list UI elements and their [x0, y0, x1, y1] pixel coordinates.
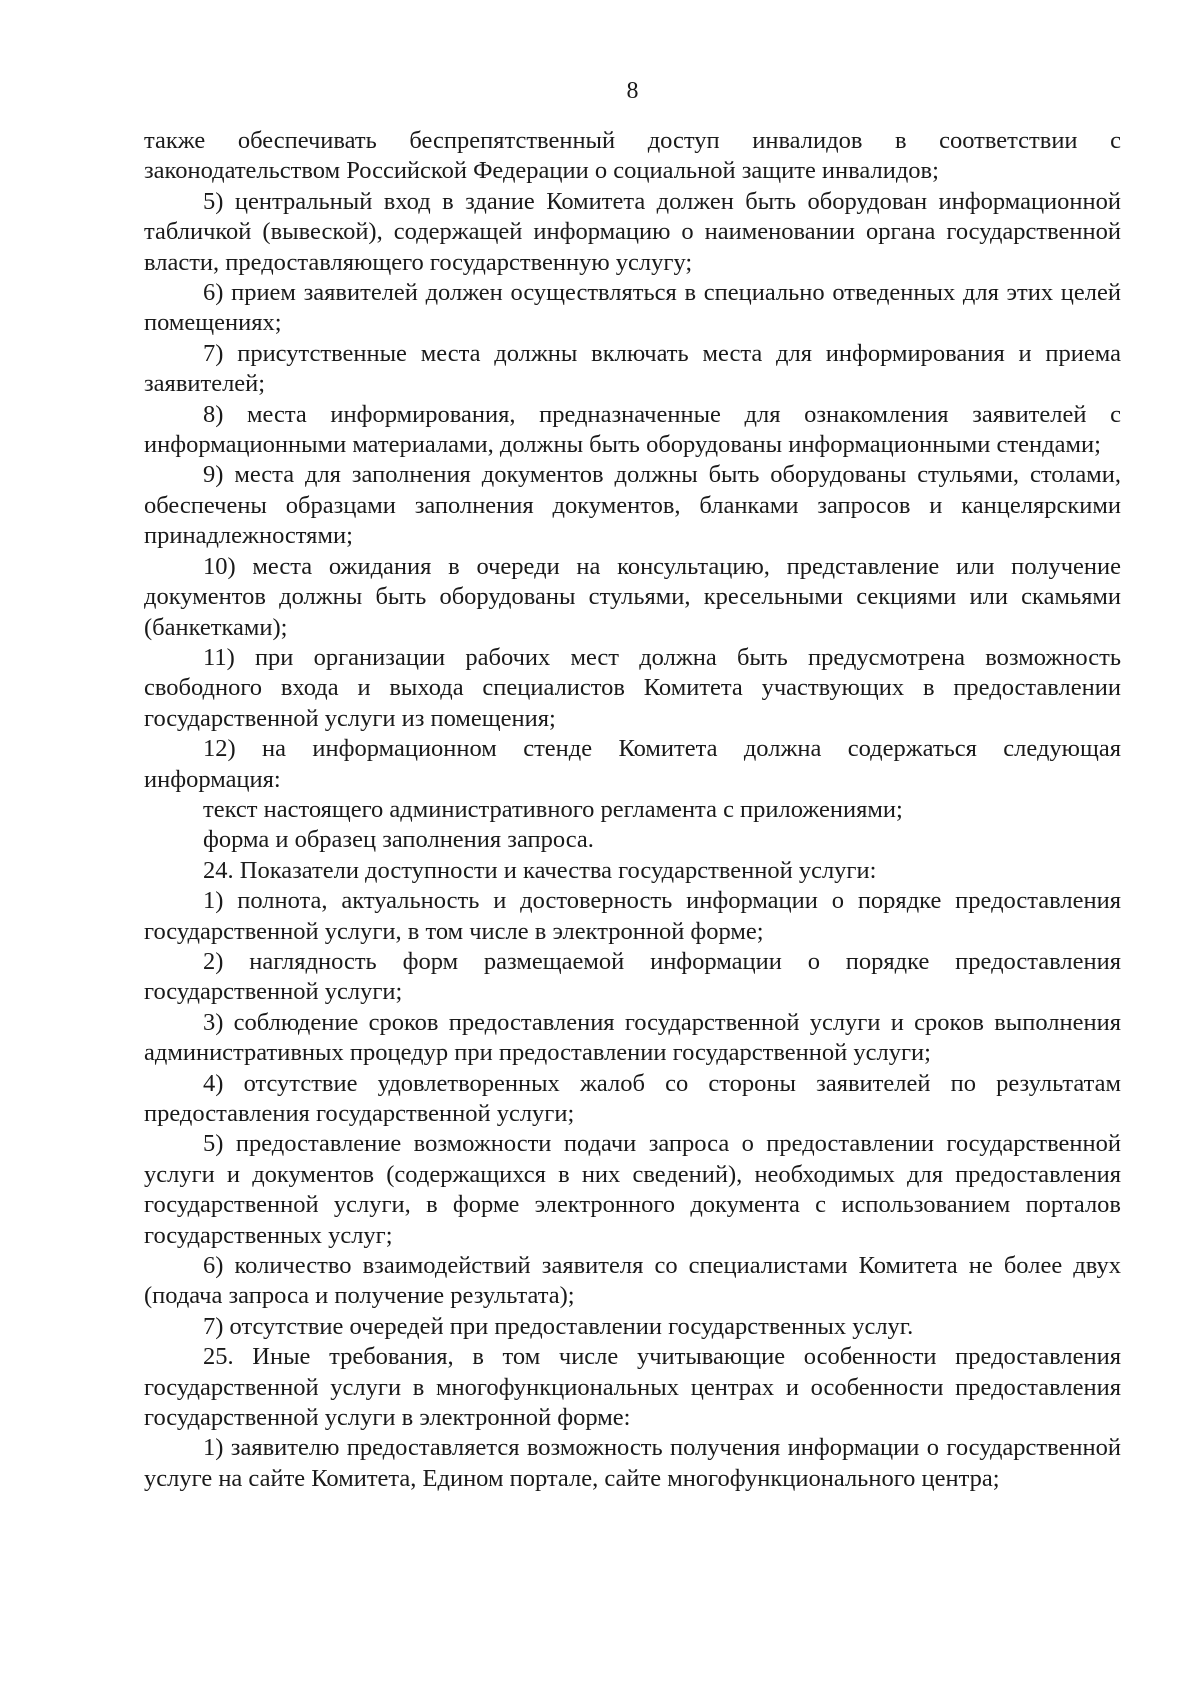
paragraph-item-10: 10) места ожидания в очереди на консультацию, представление или получение документов должны быть оборудованы стульями, кресельными секциями или скамьями (банкетками); — [144, 552, 1121, 641]
page-number: 8 — [626, 78, 639, 104]
paragraph-continuation: также обеспечивать беспрепятственный доступ инвалидов в соответствии с законодательством Российской Федерации о социальной защите инвалидов; — [144, 127, 1121, 185]
paragraph-indicator-5: 5) предоставление возможности подачи запроса о предоставлении государственной услуги и документов (содержащихся в них сведений), необходимых для предоставления государственной услуги, в форме электронного документа с использованием порталов государственных услуг; — [144, 1130, 1121, 1249]
paragraph-indicator-7: 7) отсутствие очередей при предоставлении государственных услуг. — [203, 1312, 914, 1340]
paragraph-item-8: 8) места информирования, предназначенные для ознакомления заявителей с информационными материалами, должны быть оборудованы информационными стендами; — [144, 400, 1121, 459]
paragraph-indicator-3: 3) соблюдение сроков предоставления государственной услуги и сроков выполнения административных процедур при предоставлении государственной услуги; — [144, 1008, 1121, 1067]
paragraph-indicator-4: 4) отсутствие удовлетворенных жалоб со стороны заявителей по результатам предоставления государственной услуги; — [144, 1069, 1121, 1127]
paragraph-item-11: 11) при организации рабочих мест должна быть предусмотрена возможность свободного входа и выхода специалистов Комитета участвующих в предоставлении государственной услуги из помещения; — [144, 643, 1121, 732]
paragraph-item-9: 9) места для заполнения документов должны быть оборудованы стульями, столами, обеспечены образцами заполнения документов, бланками запросов и канцелярскими принадлежностями; — [144, 461, 1121, 550]
section-heading-25: 25. Иные требования, в том числе учитывающие особенности предоставления государственной услуги в многофункциональных центрах и особенности предоставления государственной услуги в электронной форме: — [144, 1343, 1121, 1432]
paragraph-item-7: 7) присутственные места должны включать места для информирования и приема заявителей; — [144, 339, 1121, 398]
paragraph-indicator-1: 1) полнота, актуальность и достоверность информации о порядке предоставления государственной услуги, в том числе в электронной форме; — [144, 887, 1121, 945]
paragraph-indicator-6: 6) количество взаимодействий заявителя со специалистами Комитета не более двух (подача запроса и получение результата); — [144, 1252, 1121, 1310]
paragraph-item-12: 12) на информационном стенде Комитета должна содержаться следующая информация: — [144, 735, 1121, 793]
section-heading-24: 24. Показатели доступности и качества государственной услуги: — [203, 856, 877, 884]
document-body — [144, 126, 1121, 1494]
paragraph-item-5: 5) центральный вход в здание Комитета должен быть оборудован информационной табличкой (вывеской), содержащей информацию о наименовании органа государственной власти, предоставляющего государственную услугу; — [144, 187, 1121, 276]
paragraph-requirement-1: 1) заявителю предоставляется возможность получения информации о государственной услуге на сайте Комитета, Едином портале, сайте многофункционального центра; — [144, 1434, 1121, 1492]
paragraph-indicator-2: 2) наглядность форм размещаемой информации о порядке предоставления государственной услуги; — [144, 947, 1121, 1006]
paragraph-stand-info-2: форма и образец заполнения запроса. — [203, 826, 594, 854]
paragraph-stand-info-1: текст настоящего административного регламента с приложениями; — [203, 795, 903, 823]
paragraph-item-6: 6) прием заявителей должен осуществляться в специально отведенных для этих целей помещениях; — [144, 279, 1121, 337]
